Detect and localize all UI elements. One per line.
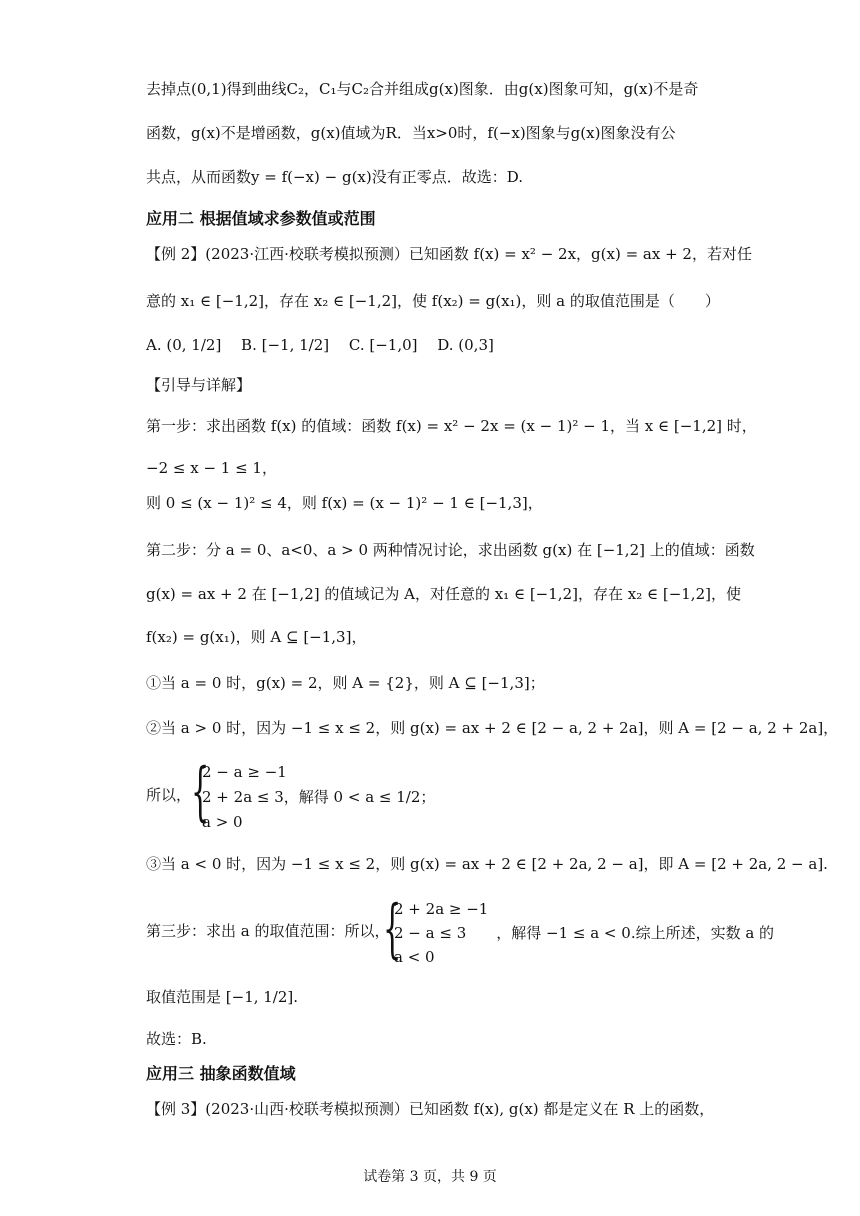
system-prefix: 所以， [146, 786, 192, 804]
example-text: 【例 2】(2023·江西·校联考模拟预测）已知函数 f(x) = x² − 2x，g(x) = ax + 2，若对任 [146, 245, 752, 263]
equation-row: 2 + 2a ≤ 3，解得 0 < a ≤ 1/2； [202, 788, 436, 806]
solution-text: 第二步：分 a = 0、a<0、a > 0 两种情况讨论，求出函数 g(x) 在 [−1,2] 上的值域：函数 [146, 541, 755, 559]
case-text: ①当 a = 0 时，g(x) = 2，则 A = {2}，则 A ⊆ [−1,3]； [146, 674, 545, 692]
guide-heading: 【引导与详解】 [146, 376, 252, 394]
solution-text: 则 0 ≤ (x − 1)² ≤ 4，则 f(x) = (x − 1)² − 1 ∈ [−1,3]， [146, 494, 543, 512]
solution-text: f(x₂) = g(x₁)，则 A ⊆ [−1,3]， [146, 628, 367, 646]
answer-text: 故选：B. [146, 1030, 207, 1048]
equation-row: 2 − a ≤ 3 ，解得 −1 ≤ a < 0.综上所述，实数 a 的 [394, 924, 775, 942]
text-line: 去掉点(0,1)得到曲线C₂，C₁与C₂合并组成g(x)图象．由g(x)图象可知，g(x)不是奇 [146, 80, 699, 98]
left-brace: { [191, 755, 210, 829]
case-text: ③当 a < 0 时，因为 −1 ≤ x ≤ 2，则 g(x) = ax + 2 ∈ [2 + 2a, 2 − a]，即 A = [2 + 2a, 2 − a]. [146, 855, 828, 873]
example-text: 意的 x₁ ∈ [−1,2]，存在 x₂ ∈ [−1,2]，使 f(x₂) = g(x₁)，则 a 的取值范围是（ ） [146, 292, 720, 310]
left-brace: { [383, 892, 402, 966]
text-line: 函数，g(x)不是增函数，g(x)值域为R．当x>0时，f(−x)图象与g(x)图象没有公 [146, 124, 676, 142]
section-heading: 应用三 抽象函数值域 [146, 1064, 296, 1083]
equation-row: 2 + 2a ≥ −1 [394, 900, 489, 918]
solution-text: g(x) = ax + 2 在 [−1,2] 的值域记为 A，对任意的 x₁ ∈ [−1,2]，存在 x₂ ∈ [−1,2]，使 [146, 585, 741, 603]
system-prefix: 第三步：求出 a 的取值范围：所以， [146, 922, 390, 940]
solution-text: 第一步：求出函数 f(x) 的值域：函数 f(x) = x² − 2x = (x − 1)² − 1，当 x ∈ [−1,2] 时， [146, 417, 757, 435]
equation-row: a > 0 [202, 813, 243, 831]
example-text: 【例 3】(2023·山西·校联考模拟预测）已知函数 f(x), g(x) 都是定义在 R 上的函数， [146, 1100, 715, 1118]
equation-row: a < 0 [394, 948, 435, 966]
solution-text: −2 ≤ x − 1 ≤ 1， [146, 459, 277, 477]
case-text: ②当 a > 0 时，因为 −1 ≤ x ≤ 2，则 g(x) = ax + 2 ∈ [2 − a, 2 + 2a]，则 A = [2 − a, 2 + 2a]， [146, 719, 839, 737]
page-footer: 试卷第 3 页，共 9 页 [363, 1169, 497, 1185]
text-line: 共点，从而函数y = f(−x) − g(x)没有正零点．故选：D. [146, 168, 523, 186]
section-heading: 应用二 根据值域求参数值或范围 [146, 209, 376, 228]
answer-options: A. (0, 1/2] B. [−1, 1/2] C. [−1,0] D. (0,3] [146, 336, 494, 354]
solution-text: 取值范围是 [−1, 1/2]. [146, 988, 299, 1006]
equation-row: 2 − a ≥ −1 [202, 763, 287, 781]
